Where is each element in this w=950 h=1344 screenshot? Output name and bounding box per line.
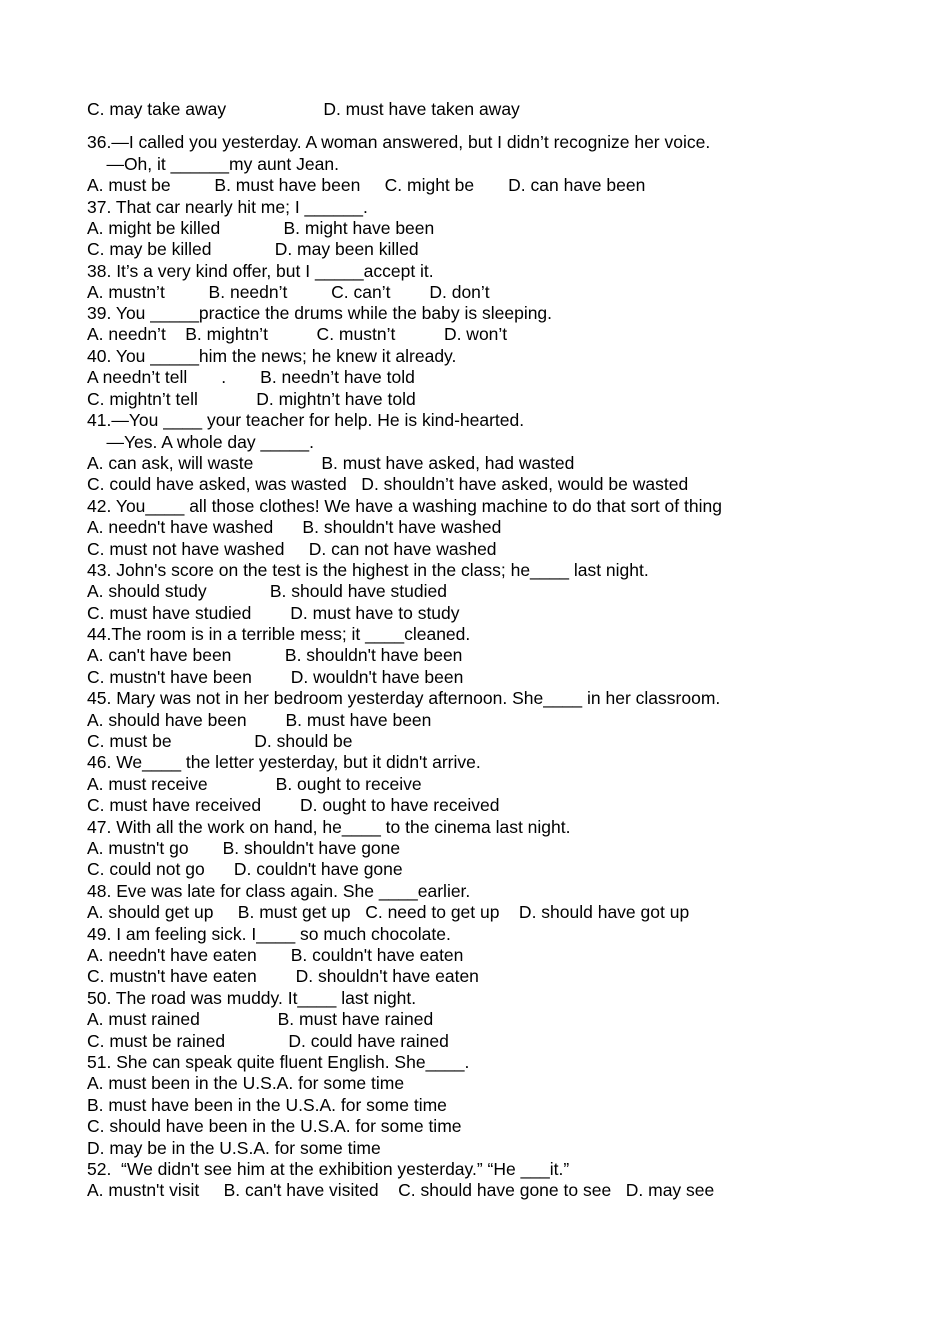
text-line: 46. We____ the letter yesterday, but it didn't arrive.	[87, 752, 481, 772]
text-line: C. should have been in the U.S.A. for some time	[87, 1116, 462, 1136]
text-line: 38. It’s a very kind offer, but I _____accept it.	[87, 261, 434, 281]
text-line: A needn’t tell . B. needn’t have told	[87, 367, 415, 387]
text-line: A. might be killed B. might have been	[87, 218, 435, 238]
text-line: C. could not go D. couldn't have gone	[87, 859, 403, 879]
text-line: A. must rained B. must have rained	[87, 1009, 434, 1029]
text-line: C. may be killed D. may been killed	[87, 239, 419, 259]
text-line: C. mightn’t tell D. mightn’t have told	[87, 389, 416, 409]
text-line: A. needn't have eaten B. couldn't have eaten	[87, 945, 464, 965]
text-line: 41.—You ____ your teacher for help. He is kind-hearted.	[87, 410, 525, 430]
text-line: A. mustn't go B. shouldn't have gone	[87, 838, 401, 858]
text-line: B. must have been in the U.S.A. for some time	[87, 1095, 447, 1115]
text-line: —Oh, it ______my aunt Jean.	[87, 154, 339, 174]
text-line: D. may be in the U.S.A. for some time	[87, 1138, 381, 1158]
text-line: C. must have received D. ought to have received	[87, 795, 500, 815]
text-line: C. must be rained D. could have rained	[87, 1031, 449, 1051]
text-line: A. mustn’t B. needn’t C. can’t D. don’t	[87, 282, 490, 302]
text-line: 43. John's score on the test is the highest in the class; he____ last night.	[87, 560, 649, 580]
text-line: C. may take away D. must have taken away	[87, 99, 520, 119]
text-line: A. can't have been B. shouldn't have been	[87, 645, 463, 665]
text-line: C. must be D. should be	[87, 731, 353, 751]
text-line: A. should study B. should have studied	[87, 581, 447, 601]
text-line: A. mustn't visit B. can't have visited C. should have gone to see D. may see	[87, 1180, 715, 1200]
text-line: C. must have studied D. must have to study	[87, 603, 460, 623]
text-line: C. must not have washed D. can not have washed	[87, 539, 497, 559]
text-line: A. must been in the U.S.A. for some time	[87, 1073, 405, 1093]
text-line: 39. You _____practice the drums while the baby is sleeping.	[87, 303, 553, 323]
text-line: A. should have been B. must have been	[87, 710, 432, 730]
text-line: 37. That car nearly hit me; I ______.	[87, 197, 368, 217]
text-line: A. needn’t B. mightn’t C. mustn’t D. won’t	[87, 324, 508, 344]
text-line: A. must be B. must have been C. might be D. can have been	[87, 175, 646, 195]
text-line: C. mustn't have eaten D. shouldn't have eaten	[87, 966, 479, 986]
text-line: 36.—I called you yesterday. A woman answered, but I didn’t recognize her voice.	[87, 132, 711, 152]
text-line: 40. You _____him the news; he knew it already.	[87, 346, 457, 366]
text-line: 48. Eve was late for class again. She ____earlier.	[87, 881, 471, 901]
text-line: 42. You____ all those clothes! We have a washing machine to do that sort of thing	[87, 496, 722, 516]
text-line: 47. With all the work on hand, he____ to the cinema last night.	[87, 817, 571, 837]
text-line: C. mustn't have been D. wouldn't have been	[87, 667, 464, 687]
text-line: 52. “We didn't see him at the exhibition yesterday.” “He ___it.”	[87, 1159, 570, 1179]
text-line: 50. The road was muddy. It____ last night.	[87, 988, 417, 1008]
text-line: A. needn't have washed B. shouldn't have washed	[87, 517, 502, 537]
text-line: A. must receive B. ought to receive	[87, 774, 422, 794]
text-line: 45. Mary was not in her bedroom yesterday afternoon. She____ in her classroom.	[87, 688, 721, 708]
text-line: —Yes. A whole day _____.	[87, 432, 315, 452]
text-line: A. should get up B. must get up C. need to get up D. should have got up	[87, 902, 690, 922]
text-line: 44.The room is in a terrible mess; it ____cleaned.	[87, 624, 471, 644]
text-line: 51. She can speak quite fluent English. She____.	[87, 1052, 470, 1072]
text-line: A. can ask, will waste B. must have asked, had wasted	[87, 453, 575, 473]
text-line: 49. I am feeling sick. I____ so much chocolate.	[87, 924, 451, 944]
text-line: C. could have asked, was wasted D. shouldn’t have asked, would be wasted	[87, 474, 689, 494]
